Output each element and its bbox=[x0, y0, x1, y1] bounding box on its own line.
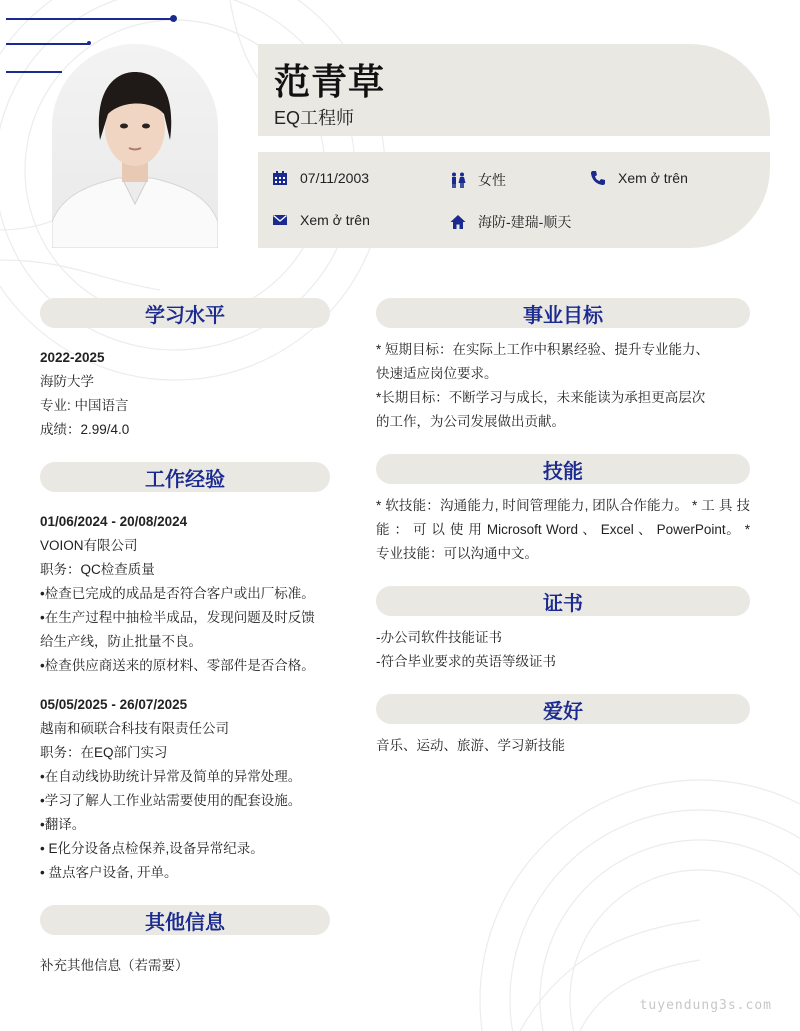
education-school: 海防大学 bbox=[40, 374, 94, 389]
candidate-name: 范青草 bbox=[274, 61, 386, 102]
watermark: tuyendung3s.com bbox=[639, 998, 772, 1013]
gender-value: 女性 bbox=[478, 172, 506, 188]
phone-value: Xem ở trên bbox=[618, 170, 688, 186]
calendar-icon bbox=[272, 170, 288, 186]
certificates-heading: 证书 bbox=[376, 586, 750, 616]
email-item bbox=[272, 212, 370, 228]
job-2-line: • E化分设备点检保养,设备异常纪录。 bbox=[40, 841, 264, 856]
hobbies-text: 音乐、运动、旅游、学习新技能 bbox=[376, 738, 565, 753]
certificate-item: -符合毕业要求的英语等级证书 bbox=[376, 654, 556, 669]
job-2-line: •翻译。 bbox=[40, 817, 86, 832]
job-2-position: 职务：在EQ部门实习 bbox=[40, 745, 168, 760]
address-item bbox=[450, 212, 571, 232]
career-line: *长期目标：不断学习与成长，未来能读为承担更高层次 bbox=[376, 390, 706, 405]
career-section bbox=[376, 338, 750, 434]
education-major: 专业: 中国语言 bbox=[40, 398, 129, 413]
education-score: 成绩：2.99/4.0 bbox=[40, 422, 130, 437]
profile-photo bbox=[52, 44, 218, 248]
deco-line-2 bbox=[6, 43, 90, 45]
job-2-line: •学习了解人工作业站需要使用的配套设施。 bbox=[40, 793, 302, 808]
job-2-line: • 盘点客户设备, 开单。 bbox=[40, 865, 178, 880]
job-2-company: 越南和硕联合科技有限责任公司 bbox=[40, 721, 229, 736]
home-icon bbox=[450, 214, 466, 230]
skills-heading: 技能 bbox=[376, 454, 750, 484]
hobbies-section bbox=[376, 734, 750, 758]
education-section bbox=[40, 346, 330, 442]
job-2 bbox=[40, 693, 330, 885]
other-text: 补充其他信息（若需要） bbox=[40, 958, 189, 973]
email-value: Xem ở trên bbox=[300, 212, 370, 228]
skills-section bbox=[376, 494, 750, 566]
job-2-period: 05/05/2025 - 26/07/2025 bbox=[40, 697, 188, 712]
birthdate-value: 07/11/2003 bbox=[300, 170, 370, 186]
job-1-line: •检查已完成的成品是否符合客户或出厂标准。 bbox=[40, 586, 315, 601]
email-icon bbox=[272, 212, 288, 228]
job-2-line: •在自动线协助统计异常及简单的异常处理。 bbox=[40, 769, 302, 784]
deco-line-1 bbox=[6, 18, 174, 20]
other-heading: 其他信息 bbox=[40, 905, 330, 935]
address-value: 海防-建瑞-顺天 bbox=[478, 214, 572, 230]
deco-dot-2 bbox=[87, 41, 91, 45]
job-title: EQ工程师 bbox=[274, 108, 355, 128]
deco-line-3 bbox=[6, 71, 62, 73]
certificates-section bbox=[376, 626, 750, 674]
job-1-company: VOION有限公司 bbox=[40, 538, 138, 553]
education-heading: 学习水平 bbox=[40, 298, 330, 328]
deco-dot-1 bbox=[170, 15, 177, 22]
education-period: 2022-2025 bbox=[40, 350, 105, 365]
job-1-line: •检查供应商送来的原材料、零部件是否合格。 bbox=[40, 658, 315, 673]
contact-panel bbox=[258, 152, 770, 248]
job-1-period: 01/06/2024 - 20/08/2024 bbox=[40, 514, 188, 529]
job-1 bbox=[40, 510, 330, 678]
job-1-line: 给生产线，防止批量不良。 bbox=[40, 634, 202, 649]
gender-icon bbox=[450, 172, 466, 188]
hobbies-heading: 爱好 bbox=[376, 694, 750, 724]
skills-text: * 软技能：沟通能力, 时间管理能力, 团队合作能力。 * 工 具 技 能 ： 可 以 使 用 Microsoft Word 、 Excel 、 PowerPoint。 * 专业技能：可以沟通中文。 bbox=[376, 498, 750, 561]
job-1-line: •在生产过程中抽检半成品，发现问题及时反馈 bbox=[40, 610, 315, 625]
phone-icon bbox=[590, 170, 606, 186]
name-panel bbox=[258, 44, 770, 136]
certificate-item: -办公司软件技能证书 bbox=[376, 630, 502, 645]
career-line: 快速适应岗位要求。 bbox=[376, 366, 498, 381]
birthdate-item bbox=[272, 170, 369, 186]
career-heading: 事业目标 bbox=[376, 298, 750, 328]
phone-item bbox=[590, 170, 688, 186]
gender-item bbox=[450, 170, 506, 190]
career-line: * 短期目标：在实际上工作中积累经验、提升专业能力、 bbox=[376, 342, 710, 357]
other-section bbox=[40, 954, 330, 978]
experience-heading: 工作经验 bbox=[40, 462, 330, 492]
career-line: 的工作，为公司发展做出贡献。 bbox=[376, 414, 565, 429]
job-1-position: 职务：QC检查质量 bbox=[40, 562, 155, 577]
